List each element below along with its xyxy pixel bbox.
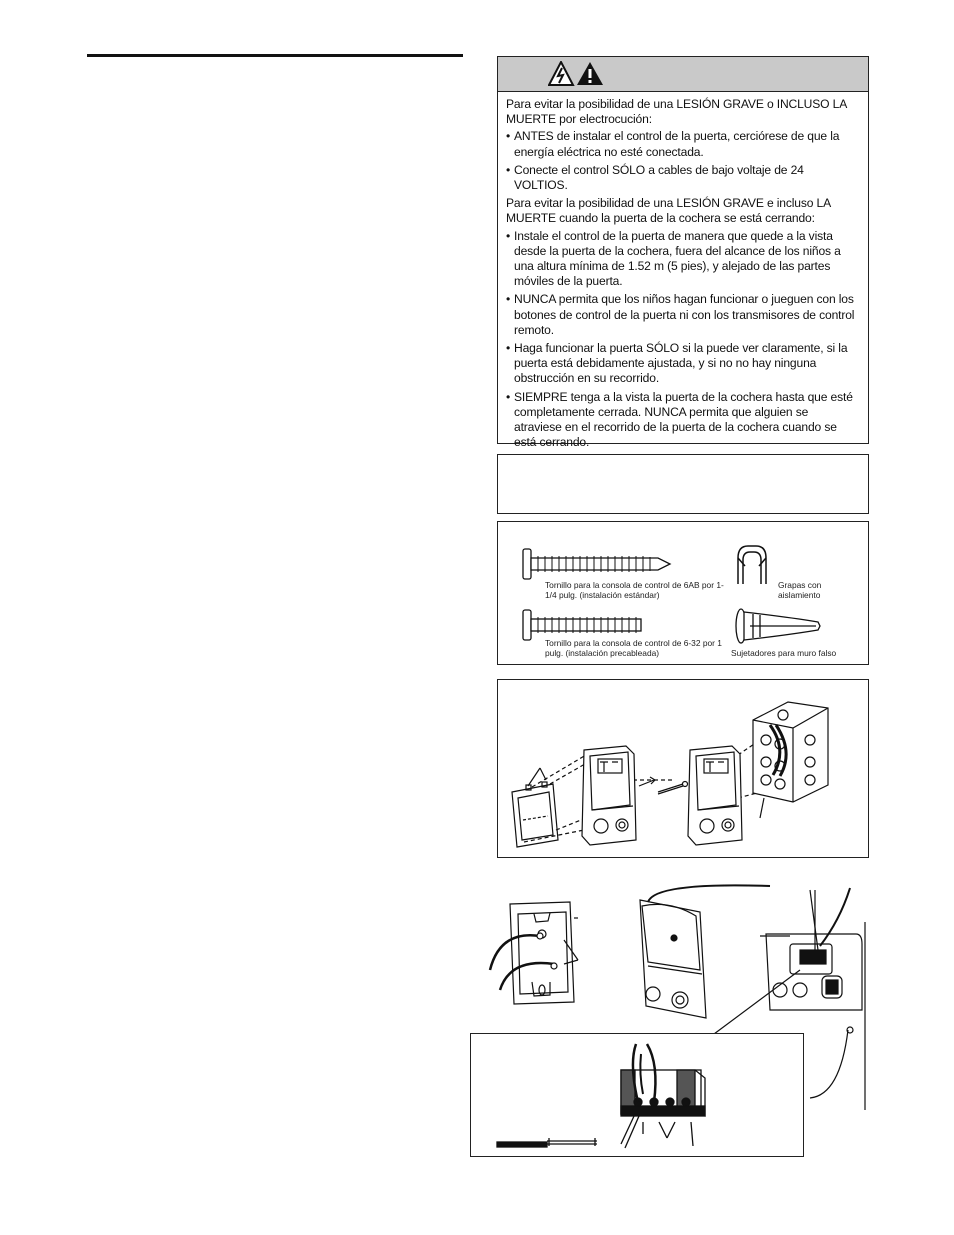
notice-box xyxy=(497,454,869,514)
terminal-inset xyxy=(470,1033,804,1157)
screw-6ab-label: Tornillo para la consola de control de 6AB por 1-1/4 pulg. (instalación estándar) xyxy=(545,580,724,600)
warning-item: • SIEMPRE tenga a la vista la puerta de la cochera hasta que esté completamente cerrada. NUNCA permita que alguien se atraviese en el recorrido de la puerta de la cochera cuando se está cerrando. xyxy=(506,390,858,451)
screw-6-32-label: Tornillo para la consola de control de 6-32 por 1 pulg. (instalación precableada) xyxy=(545,638,722,658)
control-back-icon xyxy=(510,902,574,1004)
drywall-anchor-icon xyxy=(736,609,820,643)
terminal-closeup-diagram xyxy=(471,1034,803,1156)
warning-icons xyxy=(548,61,608,87)
junction-box-icon xyxy=(753,702,828,802)
hardware-box xyxy=(497,521,869,665)
warning-list-door xyxy=(506,229,858,451)
warning-list-electrocution xyxy=(506,129,858,193)
mounting-diagram xyxy=(498,680,868,857)
opener-terminal-panel-icon xyxy=(766,934,862,1010)
staples-label: Grapas con aislamiento xyxy=(778,580,822,600)
warning-box xyxy=(497,56,869,450)
section-title-rule xyxy=(87,54,463,57)
door-control-icon xyxy=(640,900,706,1018)
warning-intro-door: Para evitar la posibilidad de una LESIÓN GRAVE e incluso LA MUERTE cuando la puerta de la cochera se está cerrando: xyxy=(506,196,831,226)
warning-item: • ANTES de instalar el control de la puerta, cerciórese de que la energía eléctrica no esté conectada. xyxy=(506,129,858,159)
mounting-figure xyxy=(497,679,869,858)
door-control-icon xyxy=(688,746,742,845)
warning-intro-electrocution: Para evitar la posibilidad de una LESIÓN GRAVE o INCLUSO LA MUERTE por electrocución: xyxy=(506,97,847,127)
insulated-staple-icon xyxy=(738,546,766,584)
warning-item: • Haga funcionar la puerta SÓLO si la puede ver claramente, si la puerta está debidamente ajustada, y si no no hay ninguna obstrucción en su recorrido. xyxy=(506,341,858,387)
warning-text xyxy=(498,92,868,450)
cover-plate-icon xyxy=(512,782,558,847)
warning-header xyxy=(498,57,868,92)
door-control-icon xyxy=(582,746,636,845)
warning-item: • Instale el control de la puerta de manera que quede a la vista desde la puerta de la cochera, fuera del alcance de los niños a una altura mínima de 1.52 m (5 pies), y alejado de las partes móviles de la puerta. xyxy=(506,229,858,290)
screw-6-32-icon xyxy=(523,610,641,640)
mounting-screw-icon xyxy=(658,782,688,795)
warning-item: • NUNCA permita que los niños hagan funcionar o jueguen con los botones de control de la puerta ni con los transmisores de control remoto. xyxy=(506,292,858,338)
anchors-label: Sujetadores para muro falso xyxy=(731,648,837,658)
screw-6ab-icon xyxy=(523,549,670,579)
warning-item: • Conecte el control SÓLO a cables de bajo voltaje de 24 VOLTIOS. xyxy=(506,163,858,193)
electric-hazard-icon xyxy=(549,62,573,85)
